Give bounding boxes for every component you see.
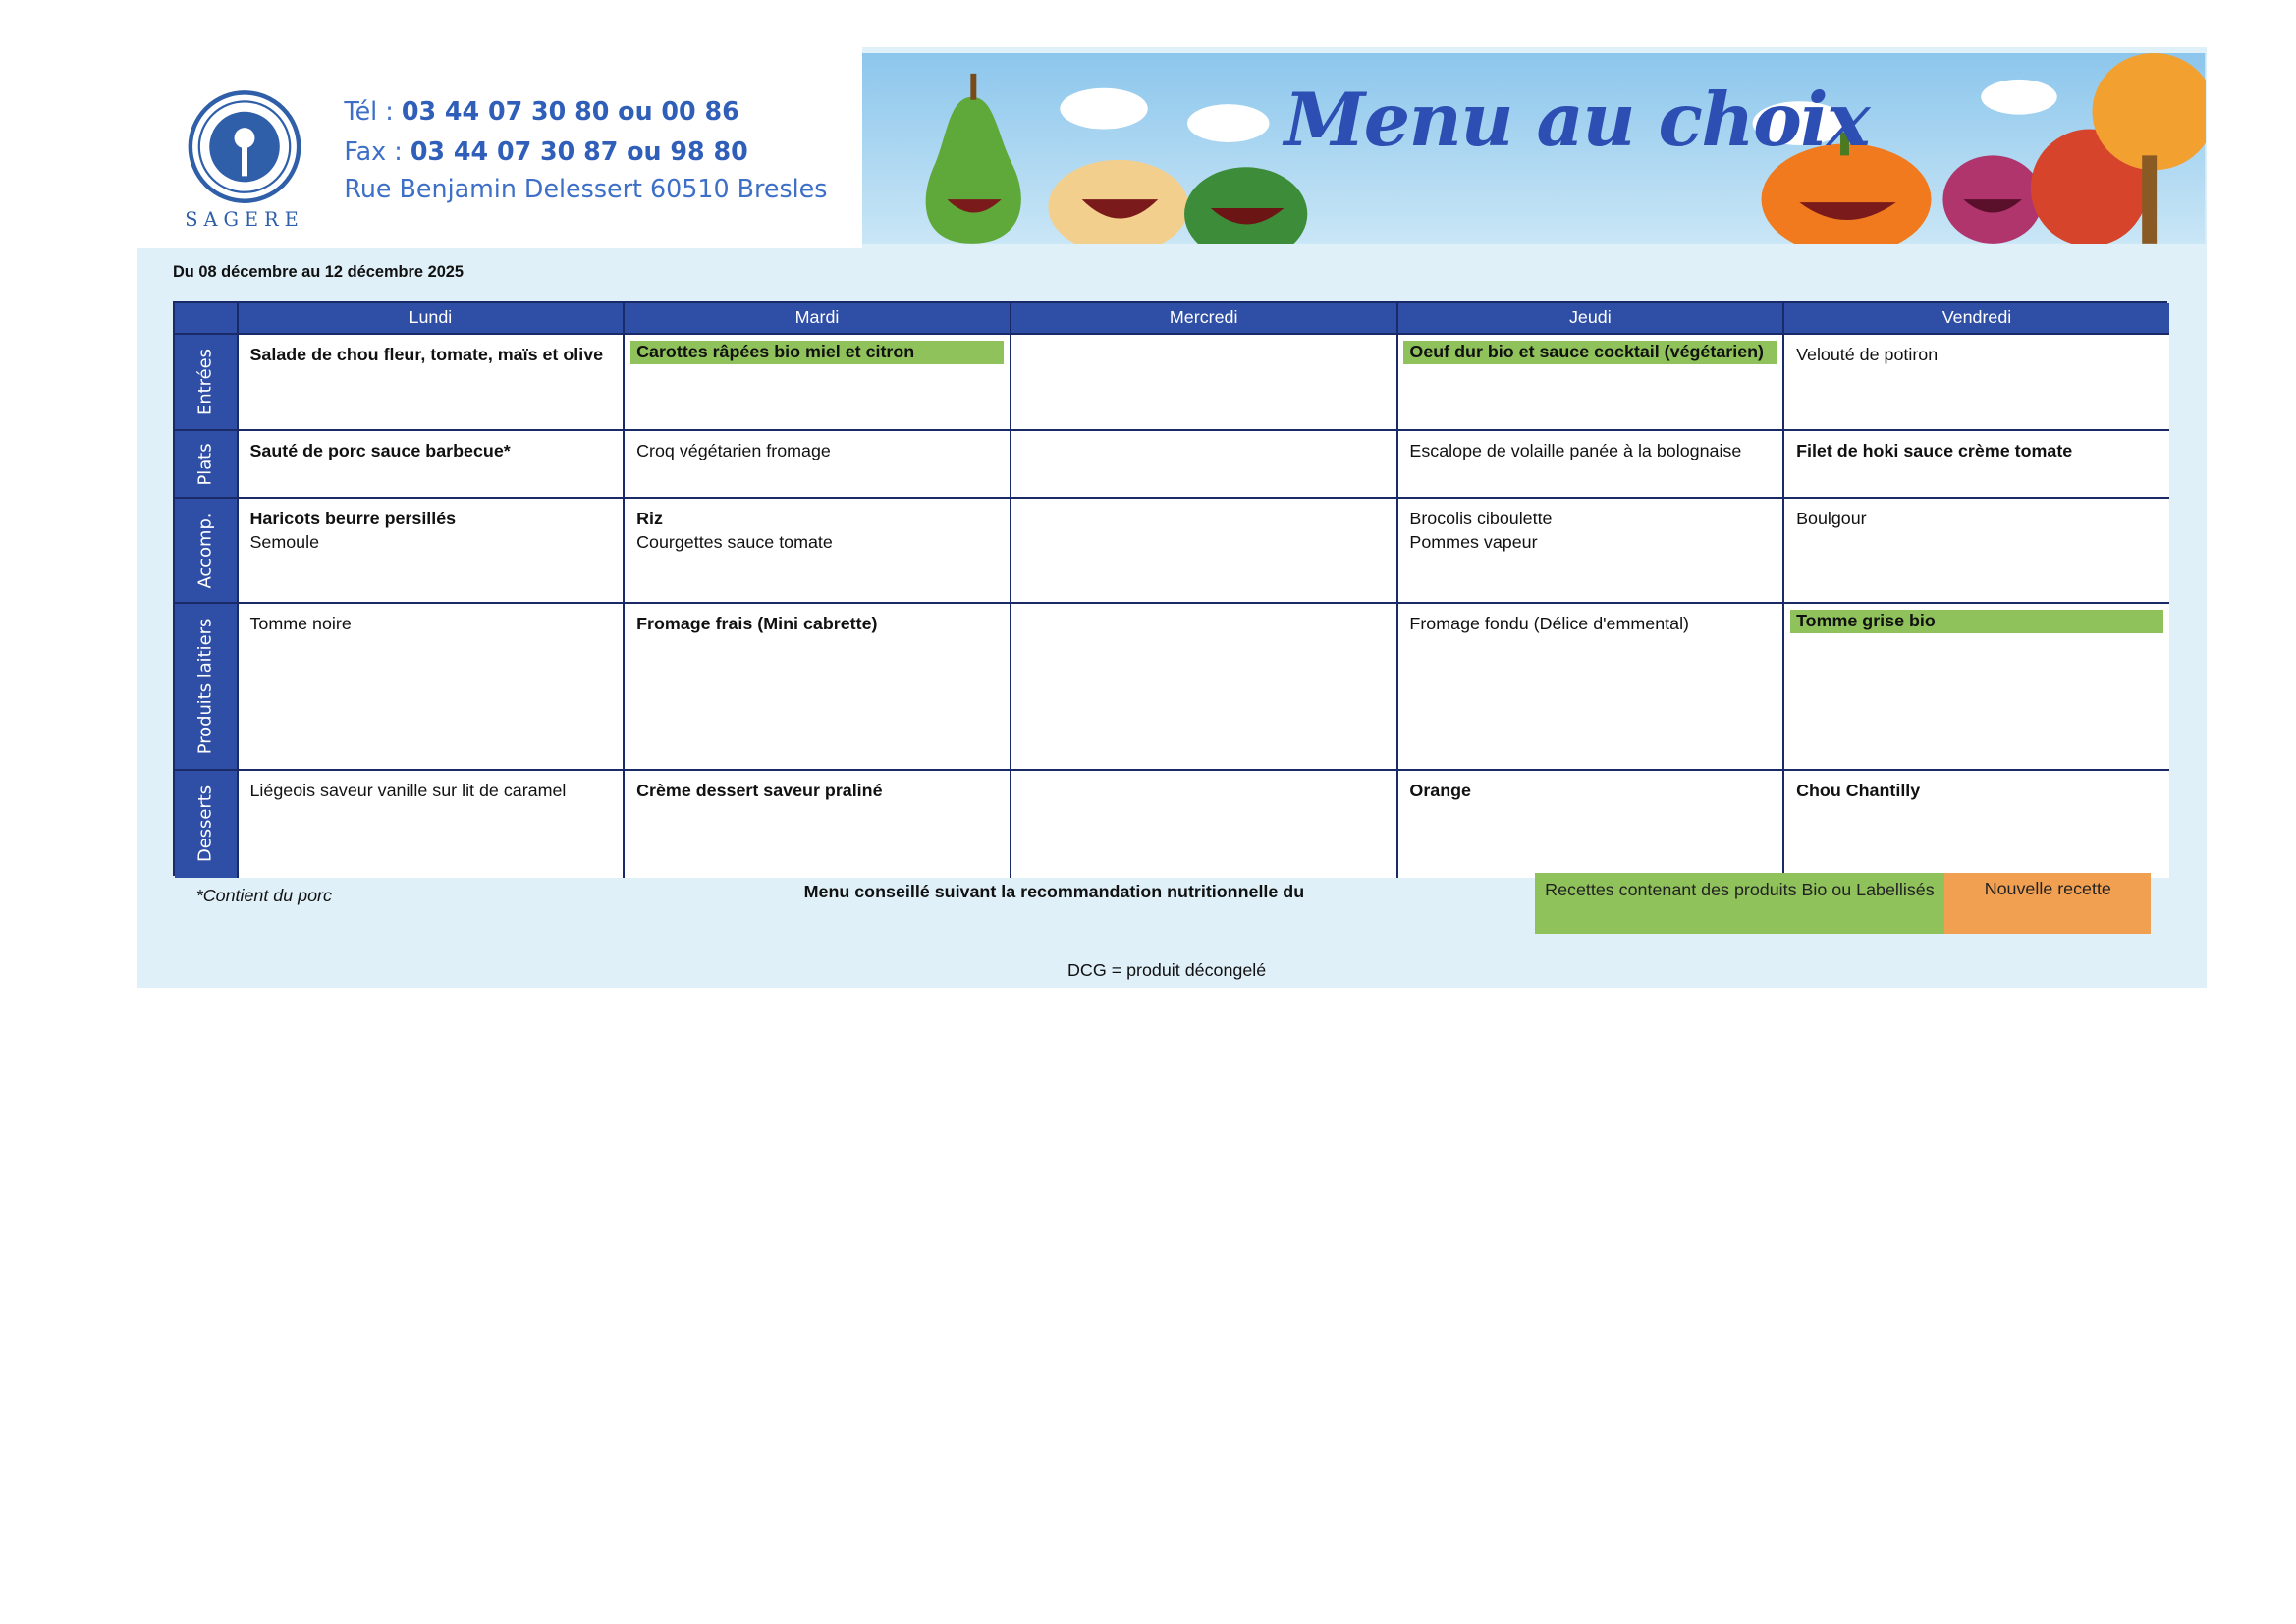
phone-number: 03 44 07 30 80 ou 00 86	[401, 96, 739, 127]
dish-text: Oeuf dur bio et sauce cocktail (végétarien)	[1403, 341, 1777, 364]
menu-cell-plats-vendredi	[1782, 429, 2169, 497]
dish-text: Filet de hoki sauce crème tomate	[1796, 441, 2073, 461]
menu-cell-produits-laitiers-jeudi	[1396, 602, 1783, 769]
legend-new-recipe: Nouvelle recette	[1944, 873, 2151, 935]
menu-cell-plats-jeudi	[1396, 429, 1783, 497]
legend-bio: Recettes contenant des produits Bio ou Labellisés	[1535, 873, 1945, 935]
menu-cell-entrees-mardi	[623, 333, 1010, 429]
day-header-jeudi: Jeudi	[1396, 303, 1783, 333]
menu-cell-accomp-jeudi	[1396, 497, 1783, 602]
pork-note: *Contient du porc	[195, 886, 332, 906]
fax-number: 03 44 07 30 87 ou 98 80	[410, 135, 748, 166]
dish-text: Courgettes sauce tomate	[636, 531, 833, 552]
dish-text: Croq végétarien fromage	[636, 441, 831, 461]
menu-cell-desserts-mardi	[623, 769, 1010, 877]
dish-text: Carottes râpées bio miel et citron	[630, 341, 1004, 364]
dish-text: Tomme noire	[249, 614, 352, 634]
menu-cell-plats-lundi	[237, 429, 624, 497]
dish-text: Orange	[1409, 781, 1472, 801]
row-label-produits-laitiers	[175, 602, 237, 769]
phone-line: Tél : 03 44 07 30 80 ou 00 86	[344, 96, 739, 127]
dish-text: Tomme grise bio	[1790, 610, 2163, 633]
day-header-vendredi: Vendredi	[1782, 303, 2169, 333]
dish-text: Salade de chou fleur, tomate, maïs et olive	[249, 344, 604, 364]
day-header-mercredi: Mercredi	[1010, 303, 1396, 333]
dish-text: Pommes vapeur	[1409, 531, 1538, 552]
dish-text: Fromage fondu (Délice d'emmental)	[1409, 614, 1689, 634]
menu-cell-entrees-jeudi	[1396, 333, 1783, 429]
dish-text: Sauté de porc sauce barbecue*	[249, 441, 511, 461]
dish-text: Brocolis ciboulette	[1409, 508, 1553, 528]
menu-cell-accomp-mardi	[623, 497, 1010, 602]
menu-table	[173, 301, 2167, 876]
recommendation-note: Menu conseillé suivant la recommandation nutritionnelle du	[803, 881, 1305, 901]
menu-cell-accomp-vendredi	[1782, 497, 2169, 602]
row-label-text: Plats	[194, 443, 216, 486]
dish-text: Liégeois saveur vanille sur lit de caramel	[249, 781, 567, 801]
row-label-text: Entrées	[194, 349, 216, 416]
row-label-text: Desserts	[194, 785, 216, 863]
menu-cell-produits-laitiers-vendredi	[1782, 602, 2169, 769]
menu-cell-accomp-mercredi	[1010, 497, 1396, 602]
table-corner	[175, 303, 237, 333]
banner-title: Menu au choix	[1284, 76, 1870, 163]
menu-cell-produits-laitiers-mercredi	[1010, 602, 1396, 769]
menu-cell-accomp-lundi	[237, 497, 624, 602]
row-label-text: Accomp.	[194, 513, 216, 589]
row-label-plats	[175, 429, 237, 497]
menu-cell-desserts-jeudi	[1396, 769, 1783, 877]
row-label-accomp	[175, 497, 237, 602]
row-label-text: Produits laitiers	[194, 619, 216, 755]
day-header-mardi: Mardi	[623, 303, 1010, 333]
row-label-desserts	[175, 769, 237, 877]
menu-cell-produits-laitiers-lundi	[237, 602, 624, 769]
sagere-logo	[164, 74, 325, 235]
menu-cell-plats-mercredi	[1010, 429, 1396, 497]
row-label-entrees	[175, 333, 237, 429]
menu-cell-entrees-mercredi	[1010, 333, 1396, 429]
dish-text: Escalope de volaille panée à la bolognaise	[1409, 441, 1742, 461]
menu-cell-produits-laitiers-mardi	[623, 602, 1010, 769]
day-header-lundi: Lundi	[237, 303, 624, 333]
dcg-note: DCG = produit décongelé	[1067, 960, 1267, 981]
dish-text: Boulgour	[1796, 508, 1867, 528]
logo-brand-text: SAGERE	[185, 207, 304, 231]
dish-text: Semoule	[249, 531, 320, 552]
dish-text: Riz	[636, 508, 663, 528]
dish-text: Fromage frais (Mini cabrette)	[636, 614, 878, 634]
dish-text: Velouté de potiron	[1796, 344, 1939, 364]
menu-cell-entrees-vendredi	[1782, 333, 2169, 429]
dish-text: Crème dessert saveur praliné	[636, 781, 883, 801]
dish-text: Haricots beurre persillés	[249, 508, 457, 528]
menu-cell-entrees-lundi	[237, 333, 624, 429]
address: Rue Benjamin Delessert 60510 Bresles	[344, 174, 828, 204]
menu-cell-desserts-mercredi	[1010, 769, 1396, 877]
menu-cell-desserts-lundi	[237, 769, 624, 877]
week-range: Du 08 décembre au 12 décembre 2025	[172, 263, 465, 282]
fax-line: Fax : 03 44 07 30 87 ou 98 80	[344, 135, 748, 166]
dish-text: Chou Chantilly	[1796, 781, 1921, 801]
menu-cell-plats-mardi	[623, 429, 1010, 497]
menu-cell-desserts-vendredi	[1782, 769, 2169, 877]
